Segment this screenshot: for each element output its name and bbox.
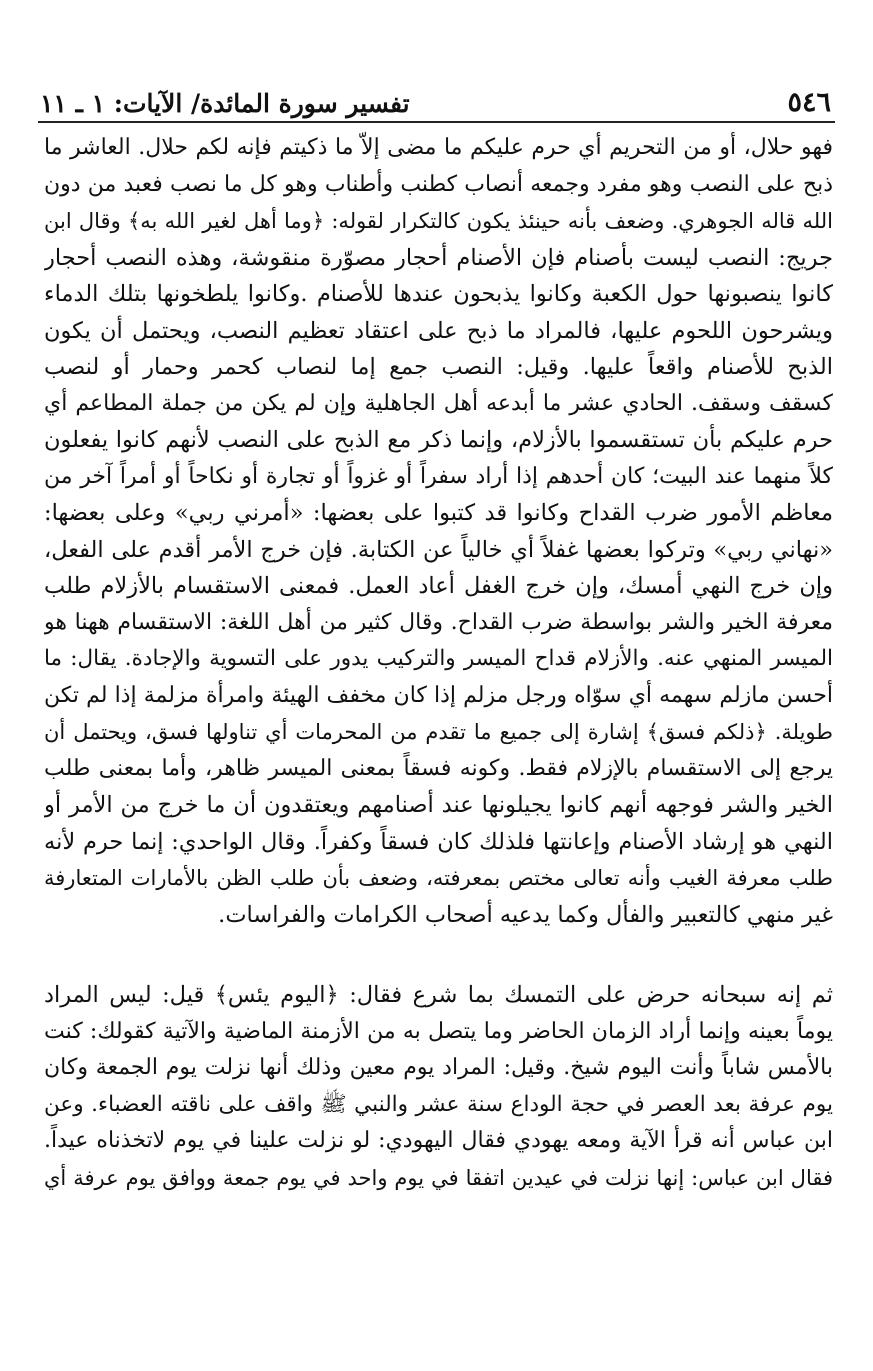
header-rule — [38, 121, 835, 123]
text-line: الله قاله الجوهري. وضعف بأنه حينئذ يكون كالتكرار لقوله: ﴿وما أهل لغير الله به﴾ وقال ابن — [44, 209, 833, 233]
text-line: ويشرحون اللحوم عليها، فالمراد ما ذبح على اعتقاد تعظيم النصب، ويحتمل أن يكون — [44, 317, 833, 344]
text-line: فهو حلال، أو من التحريم أي حرم عليكم ما مضى إلاّ ما ذكيتم فإنه لكم حلال. العاشر ما — [44, 135, 833, 160]
page-number: ٥٤٦ — [787, 87, 831, 118]
text-line: ابن عباس أنه قرأ الآية ومعه يهودي فقال اليهودي: لو نزلت علينا في يوم لاتخذناه عيداً. — [44, 1128, 833, 1153]
text-line: أحسن مازلم سهمه أي سوّاه ورجل مزلم إذا كان مخفف الهيئة وامرأة مزلمة إذا لم تكن — [44, 682, 833, 708]
text-line: غير منهي كالتعبير والفأل وكما يدعيه أصحاب الكرامات والفراسات. — [218, 901, 833, 928]
text-line: كلاً منهما عند البيت؛ كان أحدهم إذا أراد سفراً أو غزواً أو تجارة أو نكاحاً أو أمراً آخر من — [44, 463, 833, 489]
paragraph-gap — [44, 933, 833, 977]
text-line: يوماً بعينه وإنما أراد الزمان الحاضر وما يتصل به من الأزمنة الماضية والآتية كقولك: كنت — [44, 1018, 833, 1044]
text-line: يوم عرفة بعد العصر في حجة الوداع سنة عشر والنبي ﷺ واقف على ناقته العضباء. وعن — [44, 1091, 833, 1117]
text-line: معرفة الخير والشر بواسطة ضرب القداح. وقال كثير من أهل اللغة: الاستقسام ههنا هو — [44, 609, 833, 635]
text-line: بالأمس شاباً وأنت اليوم شيخ. وقيل: المراد يوم معين وذلك أنها نزلت يوم الجمعة وكان — [44, 1055, 833, 1080]
text-line: حرم عليكم بأن تستقسموا بالأزلام، وإنما ذكر مع الذبح على النصب لأنهم كانوا يفعلون — [44, 427, 833, 453]
text-line: الميسر المنهي عنه. والأزلام قداح الميسر والتركيب يدور على التسوية والإجادة. يقال: ما — [44, 646, 833, 671]
text-line: ثم إنه سبحانه حرض على التمسك بما شرع فقال: ﴿اليوم يئس﴾ قيل: ليس المراد — [44, 982, 833, 1008]
text-line: ذبح على النصب وهو مفرد وجمعه أنصاب كطنب وأطناب وهو كل ما نصب فعبد من دون — [44, 171, 833, 197]
paragraph-1 — [44, 130, 833, 933]
text-line: طويلة. ﴿ذلكم فسق﴾ إشارة إلى جميع ما تقدم من المحرمات أي تناولها فسق، ويحتمل أن — [44, 720, 833, 744]
text-line: الخير والشر فوجهه أنهم كانوا يجيلونها عند أصنامهم ويعتقدون أن ما خرج من الأمر أو — [44, 792, 833, 818]
text-line: وإن خرج النهي أمسك، وإن خرج الغفل أعاد العمل. فمعنى الاستقسام بالأزلام طلب — [44, 573, 833, 599]
running-header — [40, 78, 831, 118]
text-line: فقال ابن عباس: إنها نزلت في عيدين اتفقا في يوم واحد في يوم جمعة ووافق يوم عرفة أي — [44, 1165, 833, 1190]
text-line: طلب معرفة الغيب وأنه تعالى مختص بمعرفته، وضعف بأن طلب الظن بالأمارات المتعارفة — [44, 866, 833, 890]
text-line: النهي هو إرشاد الأصنام وإعانتها فلذلك كان فسقاً وكفراً. وقال الواحدي: إنما حرم لأنه — [44, 828, 833, 855]
text-line: «نهاني ربي» وتركوا بعضها غفلاً أي خالياً عن الكتابة. فإن خرج الأمر أقدم على الفعل، — [44, 536, 833, 563]
text-line: يرجع إلى الاستقسام بالإزلام فقط. وكونه فسقاً بمعنى الميسر ظاهر، وأما بمعنى طلب — [44, 755, 833, 781]
text-line: جريج: النصب ليست بأصنام فإن الأصنام أحجار مصوّرة منقوشة، وهذه النصب أحجار — [44, 244, 833, 271]
paragraph-2 — [44, 977, 833, 1196]
page-body — [44, 130, 833, 1196]
text-line: كانوا ينصبونها حول الكعبة وكانوا يذبحون عندها للأصنام .وكانوا يلطخونها بتلك الدماء — [44, 281, 833, 307]
text-line: الذبح للأصنام واقعاً عليها. وقيل: النصب جمع إما لنصاب كحمر وحمار أو لنصب — [44, 354, 833, 380]
running-title: تفسير سورة المائدة/ الآيات: ١ ـ ١١ — [40, 89, 410, 118]
text-line: معاظم الأمور ضرب القداح وكانوا قد كتبوا على بعضها: «أمرني ربي» وعلى بعضها: — [44, 500, 833, 526]
text-line: كسقف وسقف. الحادي عشر ما أبدعه أهل الجاهلية وإن لم يكن من جملة المطاعم أي — [44, 390, 833, 416]
